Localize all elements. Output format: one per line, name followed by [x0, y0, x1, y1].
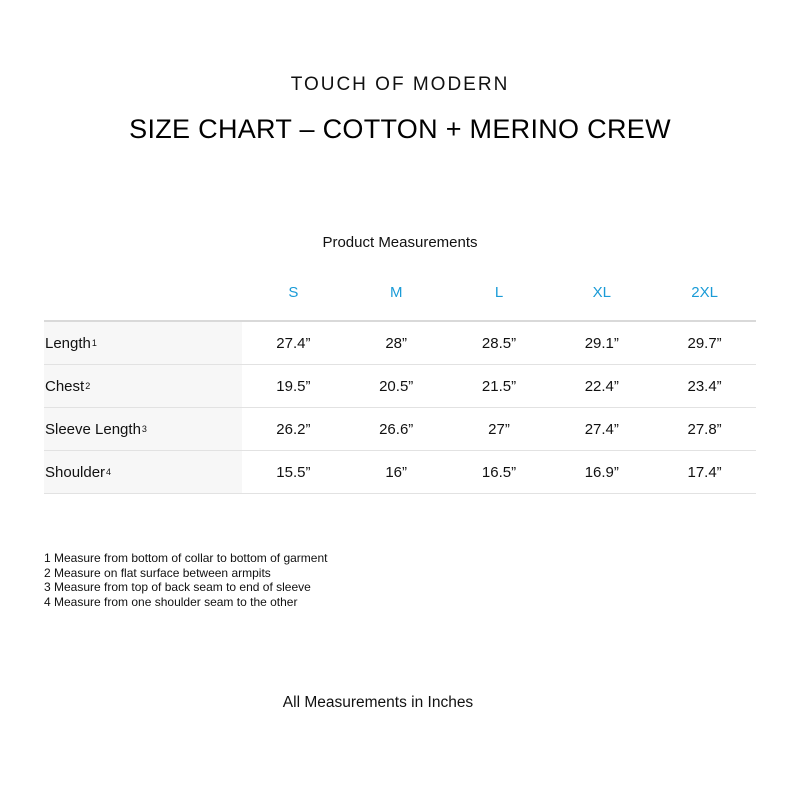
units-note: All Measurements in Inches [282, 694, 474, 711]
table-cell: 27.8” [687, 420, 722, 438]
table-row-sleeve-length [44, 408, 756, 451]
table-cell: 27.4” [276, 334, 311, 352]
table-subtitle: Product Measurements [322, 234, 478, 251]
table-cell: 15.5” [276, 463, 311, 481]
footnote-item: 1 Measure from bottom of collar to bottom of garment [44, 551, 328, 565]
table-cell: 20.5” [379, 377, 414, 395]
table-cell: 29.7” [687, 334, 722, 352]
row-label-text: Length [45, 334, 91, 352]
table-row-chest [44, 365, 756, 408]
row-label [44, 365, 242, 407]
table-cell: 19.5” [276, 377, 311, 395]
row-cells [242, 335, 756, 352]
size-header-m: M [389, 284, 403, 301]
row-cells [242, 378, 756, 395]
table-cell: 16” [385, 463, 408, 481]
measurement-table [44, 320, 756, 494]
page-title: SIZE CHART – COTTON + MERINO CREW [129, 114, 671, 144]
row-label [44, 322, 242, 364]
table-row-shoulder [44, 451, 756, 494]
size-header-2xl: 2XL [691, 284, 718, 301]
row-label-text: Sleeve Length [45, 420, 141, 438]
size-header-xl: XL [592, 284, 611, 301]
footnote-item: 3 Measure from top of back seam to end of sleeve [44, 580, 311, 594]
table-cell: 29.1” [584, 334, 619, 352]
row-cells [242, 421, 756, 438]
table-cell: 17.4” [687, 463, 722, 481]
table-cell: 16.5” [481, 463, 517, 481]
footnote-marker: 1 [91, 338, 97, 348]
row-label-text: Shoulder [45, 463, 106, 481]
table-cell: 26.6” [379, 420, 414, 438]
table-cell: 28.5” [481, 334, 517, 352]
table-cell: 26.2” [276, 420, 311, 438]
table-cell: 28” [385, 334, 408, 352]
row-label [44, 451, 242, 493]
table-cell: 27” [488, 420, 510, 438]
row-label-text: Chest [45, 377, 85, 395]
footnote-marker: 4 [106, 467, 112, 477]
footnotes [44, 551, 327, 609]
size-header-row [242, 284, 756, 301]
table-row-length [44, 322, 756, 365]
table-cell: 22.4” [584, 377, 619, 395]
size-header-l: L [494, 284, 504, 301]
table-cell: 16.9” [584, 463, 619, 481]
footnote-marker: 3 [141, 424, 147, 434]
table-cell: 23.4” [687, 377, 722, 395]
size-header-s: S [288, 284, 299, 301]
footnote-item: 4 Measure from one shoulder seam to the other [44, 594, 298, 609]
footnote-marker: 2 [85, 381, 91, 391]
table-cell: 21.5” [481, 377, 517, 395]
footnote-item: 2 Measure on flat surface between armpits [44, 565, 271, 580]
row-cells [242, 464, 756, 481]
brand-logo: TOUCH OF MODERN [290, 74, 510, 95]
row-label [44, 408, 242, 450]
table-cell: 27.4” [584, 420, 619, 438]
